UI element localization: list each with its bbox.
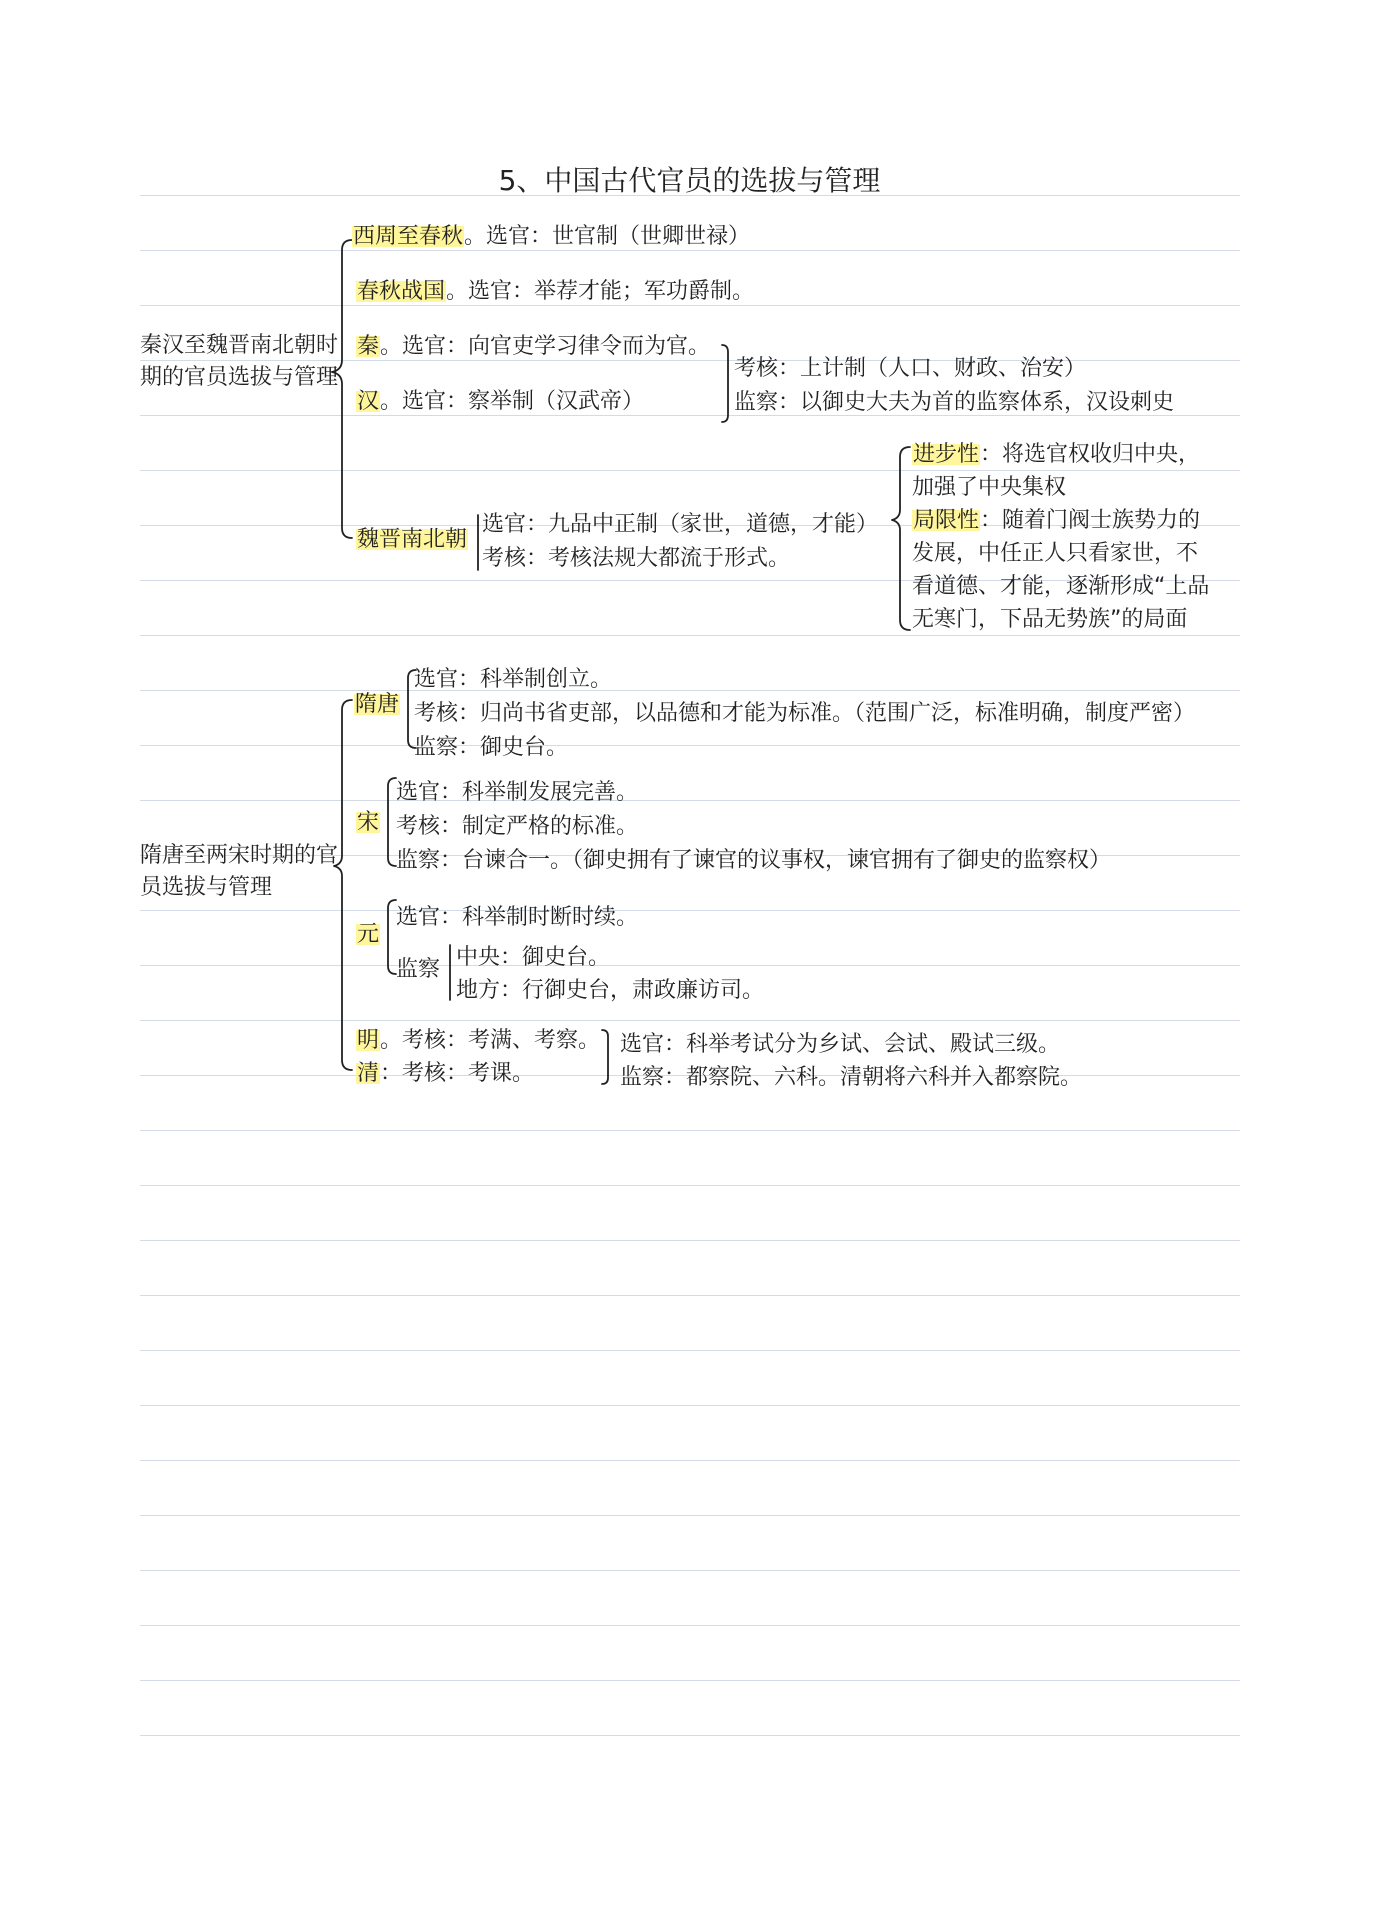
row-ming: [356, 1026, 600, 1056]
weijin-kaohe: 考核：考核法规大都流于形式。: [482, 546, 791, 571]
section1-label: 秦汉至魏晋南北朝时期的官员选拔与管理: [140, 333, 339, 390]
row-xizhou: [352, 222, 750, 252]
progress-text-2: 加强了中央集权: [912, 475, 1067, 500]
suitang-jiancha: 监察：御史台。: [414, 735, 569, 760]
suitang-xuanguan: 选官：科举制创立。: [414, 667, 613, 692]
limit-text-2: 发展，中任正人只看家世，不: [912, 541, 1199, 566]
page-title: 5、中国古代官员的选拔与管理: [498, 164, 881, 197]
text-qin: 。选官：向官吏学习律令而为官。: [380, 334, 711, 359]
bracket-qinhan: [722, 345, 728, 422]
era-song: 宋: [357, 810, 380, 835]
bracket-mingqing: [602, 1030, 608, 1084]
suitang-kaohe: 考核：归尚书省吏部，以品德和才能为标准。（范围广泛，标准明确，制度严密）: [414, 701, 1196, 726]
era-weijin: 魏晋南北朝: [357, 527, 468, 552]
text-xizhou: 。选官：世官制（世卿世禄）: [464, 224, 751, 249]
qinhan-kaohe: 考核：上计制（人口、财政、治安）: [734, 356, 1087, 381]
era-ming: 明: [357, 1028, 380, 1053]
era-han: 汉: [357, 389, 380, 414]
progress-text-1: ：将选官权收归中央，: [980, 442, 1201, 467]
row-suitang: [354, 690, 400, 720]
era-suitang: 隋唐: [355, 692, 400, 717]
weijin-xuanguan: 选官：九品中正制（家世，道德，才能）: [482, 512, 879, 537]
row-han: [356, 387, 644, 417]
brace-evaluation: [892, 447, 910, 630]
era-qin: 秦: [357, 334, 380, 359]
mingqing-xuanguan: 选官：科举考试分为乡试、会试、殿试三级。: [620, 1032, 1061, 1057]
weijin-limit: [912, 506, 1200, 536]
limit-text-4: 无寒门，下品无势族”的局面: [912, 607, 1188, 632]
yuan-zhongyang: 中央：御史台。: [456, 945, 611, 970]
text-ming: 。考核：考满、考察。: [380, 1028, 601, 1053]
row-qin: [356, 332, 710, 362]
mingqing-jiancha: 监察：都察院、六科。清朝将六科并入都察院。: [620, 1065, 1083, 1090]
limit-text-3: 看道德、才能，逐渐形成“上品: [912, 574, 1210, 599]
progress-label: 进步性: [913, 442, 980, 467]
row-yuan: [356, 920, 380, 950]
yuan-difang: 地方：行御史台，肃政廉访司。: [456, 978, 765, 1003]
row-qing: [356, 1059, 534, 1089]
yuan-xuanguan: 选官：科举制时断时续。: [396, 905, 639, 930]
row-weijin: [356, 525, 468, 555]
bracket-song: [388, 778, 396, 866]
limit-label: 局限性: [913, 508, 980, 533]
weijin-progress: [912, 440, 1200, 470]
limit-text-1: ：随着门阀士族势力的: [980, 508, 1201, 533]
row-chunqiu: [356, 277, 754, 307]
text-qing: ：考核：考课。: [380, 1061, 535, 1086]
song-kaohe: 考核：制定严格的标准。: [396, 814, 639, 839]
era-yuan: 元: [357, 922, 380, 947]
bracket-yuan: [388, 900, 396, 974]
era-xizhou: 西周至春秋: [353, 224, 464, 249]
era-chunqiu: 春秋战国: [357, 279, 446, 304]
era-qing: 清: [357, 1061, 380, 1086]
yuan-jiancha-label: 监察: [396, 957, 441, 982]
qinhan-jiancha: 监察：以御史大夫为首的监察体系，汉设刺史: [734, 390, 1175, 415]
text-chunqiu: 。选官：举荐才能；军功爵制。: [446, 279, 755, 304]
song-xuanguan: 选官：科举制发展完善。: [396, 780, 639, 805]
song-jiancha: 监察：台谏合一。（御史拥有了谏官的议事权，谏官拥有了御史的监察权）: [396, 848, 1112, 873]
section2-label: 隋唐至两宋时期的官员选拔与管理: [140, 843, 339, 900]
text-han: 。选官：察举制（汉武帝）: [380, 389, 645, 414]
row-song: [356, 808, 380, 838]
